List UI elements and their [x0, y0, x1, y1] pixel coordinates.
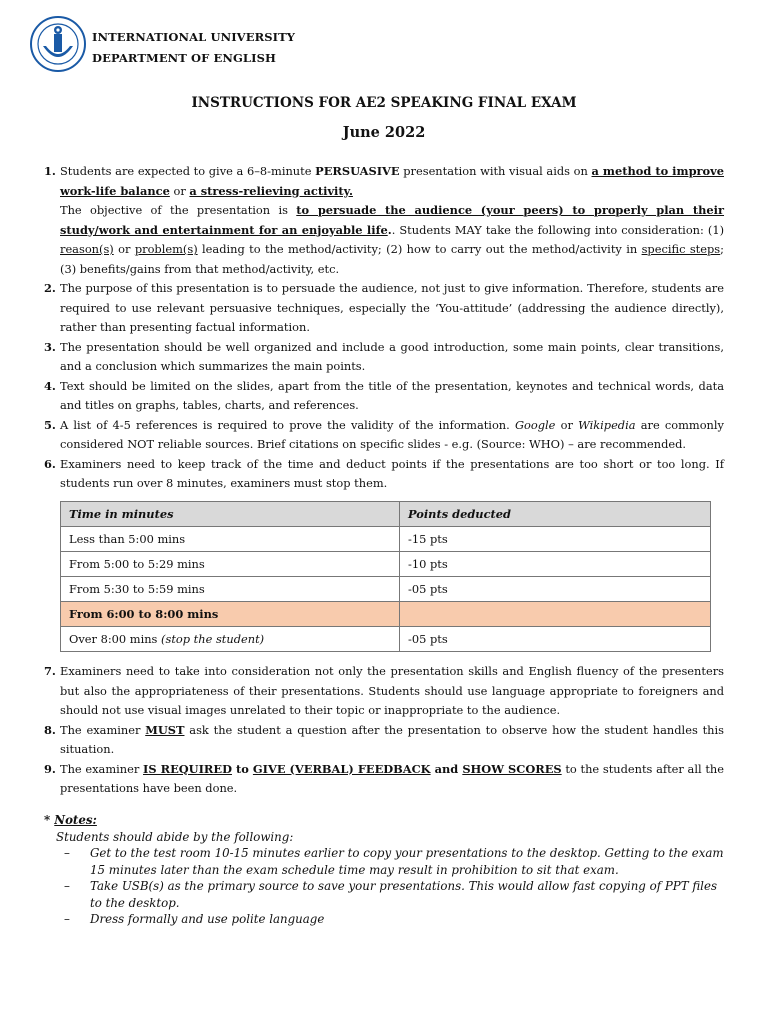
- table-cell: From 5:00 to 5:29 mins: [61, 552, 400, 577]
- instruction-6: 6. Examiners need to keep track of the time and deduct points if the presentations are too short or too long. If students run over 8 minutes, examiners must stop them.: [44, 456, 724, 490]
- instruction-1: 1. Students are expected to give a 6–8-minute PERSUASIVE presentation with visual aids on a method to improve work-life balance or a stress-relieving activity. The objective of the presentation is to persuade the audience (your peers) to properly plan their study/work and entertainment for an enjoyable life.. Students MAY take the following into consideration: (1) reason(s) or problem(s) leading to the method/activity; (2) how to carry out the method/activity in specific steps; (3) benefits/gains from that method/activity, etc.: [44, 164, 725, 276]
- instruction-8: 8. The examiner MUST ask the student a question after the presentation to observe how the student handles this situation.: [44, 722, 724, 756]
- instruction-list: [44, 162, 724, 494]
- instruction-list-continued: [44, 662, 724, 799]
- table-cell: From 5:30 to 5:59 mins: [61, 577, 400, 602]
- university-name: INTERNATIONAL UNIVERSITY: [92, 30, 296, 44]
- letterhead: [92, 27, 295, 69]
- table-header-cell: Time in minutes: [61, 502, 400, 527]
- table-row: [61, 577, 711, 602]
- notes-lead: Students should abide by the following:: [56, 829, 294, 844]
- instruction-2: 2. The purpose of this presentation is to persuade the audience, not just to give information. Therefore, students are required to use relevant persuasive techniques, especially the ‘You-attitude’ (addressing the audience directly), rather than presenting factual information.: [44, 281, 724, 334]
- table-header-cell: Points deducted: [400, 502, 711, 527]
- table-row: [61, 627, 711, 652]
- instruction-9: 9. The examiner IS REQUIRED to GIVE (VERBAL) FEEDBACK and SHOW SCORES to the students after all the presentations have been done.: [44, 761, 724, 795]
- points-deduction-table: [60, 501, 711, 652]
- notes-section: [44, 812, 724, 928]
- instruction-3: 3. The presentation should be well organized and include a good introduction, some main points, clear transitions, and a conclusion which summarizes the main points.: [44, 339, 724, 373]
- table-cell: -05 pts: [400, 627, 711, 652]
- table-header-row: [61, 502, 711, 527]
- university-seal-icon: [30, 16, 86, 72]
- list-item: – Get to the test room 10-15 minutes earlier to copy your presentations to the desktop. Getting to the exam 15 minutes later than the exam schedule time may result in prohibition to sit that exam.: [64, 846, 724, 877]
- table-cell: From 6:00 to 8:00 mins: [61, 602, 400, 627]
- table-cell: -05 pts: [400, 577, 711, 602]
- table-cell: Over 8:00 mins (stop the student): [61, 627, 400, 652]
- notes-heading: * Notes:: [44, 813, 97, 827]
- table-cell: -15 pts: [400, 527, 711, 552]
- table-row: [61, 527, 711, 552]
- list-item: – Dress formally and use polite language: [64, 912, 325, 926]
- instruction-4: 4. Text should be limited on the slides, apart from the title of the presentation, keynotes and technical words, data and titles on graphs, tables, charts, and references.: [44, 378, 724, 412]
- table-row: [61, 552, 711, 577]
- page-title: INSTRUCTIONS FOR AE2 SPEAKING FINAL EXAM: [191, 95, 577, 111]
- list-item: – Take USB(s) as the primary source to save your presentations. This would allow fast copying of PPT files to the desktop.: [64, 879, 717, 910]
- instruction-5: 5. A list of 4-5 references is required to prove the validity of the information. Google or Wikipedia are commonly considered NOT reliable sources. Brief citations on specific slides - e.g. (Source: WHO) – are recommended.: [44, 417, 724, 451]
- department-name: DEPARTMENT OF ENGLISH: [92, 51, 276, 65]
- table-cell: [400, 602, 711, 627]
- table-row-highlighted: [61, 602, 711, 627]
- table-cell: -10 pts: [400, 552, 711, 577]
- exam-date: June 2022: [342, 124, 426, 141]
- table-cell: Less than 5:00 mins: [61, 527, 400, 552]
- instruction-7: 7. Examiners need to take into consideration not only the presentation skills and English fluency of the presenters but also the appropriateness of their presentations. Students should use language appropriate to foreigners and should not use visual images unrelated to their topic or inappropriate to the audience.: [44, 664, 724, 717]
